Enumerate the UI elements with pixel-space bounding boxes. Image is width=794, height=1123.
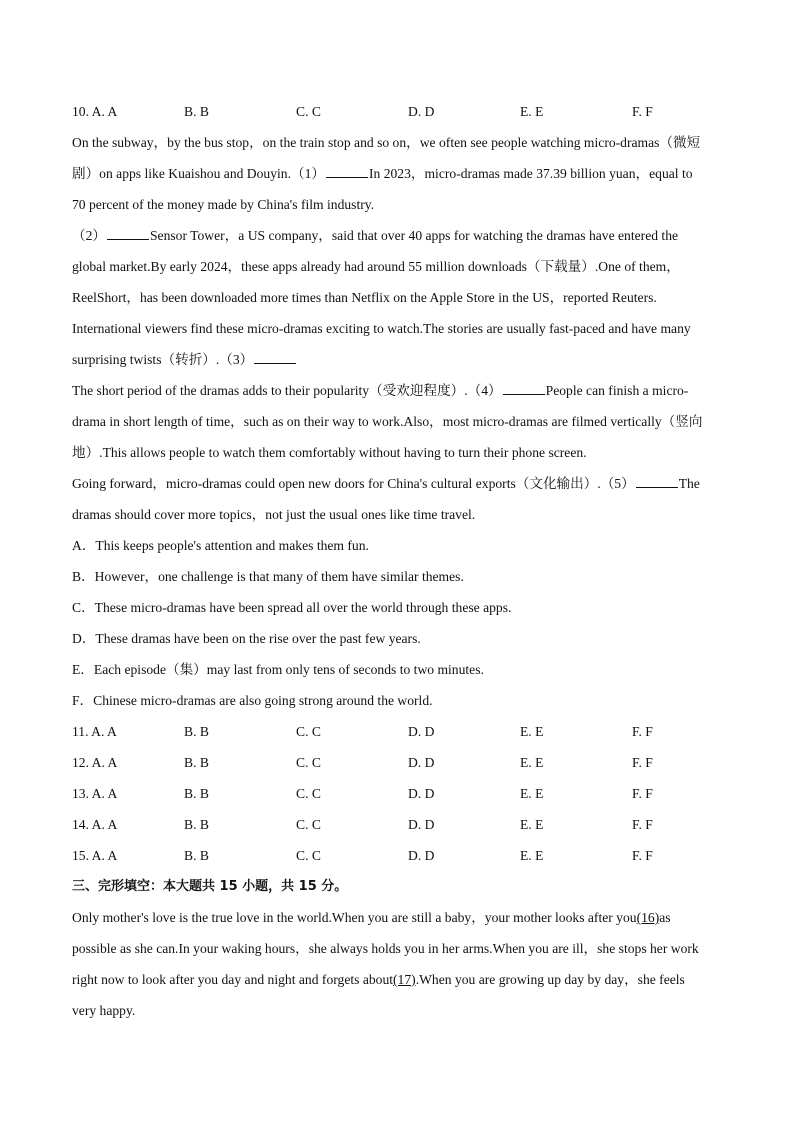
option-a[interactable]: 14. A. A (72, 817, 118, 832)
option-b[interactable]: B. B (184, 724, 209, 739)
option-d[interactable]: D. D (408, 104, 435, 119)
option-e[interactable]: E. E (520, 817, 544, 832)
passage-line: Going forward，micro-dramas could open new doors for China's cultural exports（文化输出）.（5） The (72, 468, 724, 499)
passage-line: ReelShort，has been downloaded more times than Netflix on the Apple Store in the US，reported Reuters. (72, 290, 657, 305)
section-heading: 三、完形填空：本大题共 15 小题，共 15 分。 (72, 879, 348, 894)
blank-3 (254, 346, 296, 364)
option-d[interactable]: D. D (408, 786, 435, 801)
option-b[interactable]: B. B (184, 755, 209, 770)
option-text-f: F．Chinese micro-dramas are also going strong around the world. (72, 693, 433, 708)
blank-17: (17) (393, 972, 416, 987)
option-a[interactable]: 15. A. A (72, 848, 118, 863)
option-c[interactable]: C. C (296, 104, 321, 119)
option-f[interactable]: F. F (632, 848, 653, 863)
passage-line: drama in short length of time，such as on their way to work.Also，most micro-dramas are filmed vertically（竖向 (72, 414, 703, 429)
option-f[interactable]: F. F (632, 786, 653, 801)
option-b[interactable]: B. B (184, 786, 209, 801)
option-b[interactable]: B. B (184, 817, 209, 832)
option-b[interactable]: B. B (184, 104, 209, 119)
option-a[interactable]: 12. A. A (72, 755, 118, 770)
answer-row-15 (72, 840, 724, 871)
answer-row-10 (72, 96, 724, 127)
blank-16: (16) (636, 910, 660, 925)
option-a[interactable]: 11. A. A (72, 724, 117, 739)
option-f[interactable]: F. F (632, 755, 653, 770)
option-text-a: A．This keeps people's attention and makes them fun. (72, 538, 369, 553)
answer-row-11 (72, 716, 724, 747)
option-d[interactable]: D. D (408, 817, 435, 832)
blank-2 (107, 222, 149, 240)
option-text-b: B．However，one challenge is that many of them have similar themes. (72, 569, 464, 584)
option-a[interactable]: 10. A. A (72, 104, 118, 119)
answer-row-13 (72, 778, 724, 809)
cloze-line: right now to look after you day and night and forgets about(17).When you are growing up day by day，she feels (72, 972, 685, 987)
option-a[interactable]: 13. A. A (72, 786, 118, 801)
option-e[interactable]: E. E (520, 104, 544, 119)
option-c[interactable]: C. C (296, 755, 321, 770)
passage-line: 地）.This allows people to watch them comfortably without having to turn their phone screen. (72, 445, 587, 460)
option-e[interactable]: E. E (520, 724, 544, 739)
option-d[interactable]: D. D (408, 755, 435, 770)
cloze-line: Only mother's love is the true love in the world.When you are still a baby，your mother looks after you(16)as (72, 910, 671, 925)
passage-line: surprising twists（转折）.（3） (72, 344, 724, 375)
option-e[interactable]: E. E (520, 848, 544, 863)
passage-line: International viewers find these micro-dramas exciting to watch.The stories are usually fast-paced and have many (72, 321, 691, 336)
blank-1 (326, 160, 368, 178)
option-c[interactable]: C. C (296, 724, 321, 739)
option-text-c: C．These micro-dramas have been spread all over the world through these apps. (72, 600, 512, 615)
option-c[interactable]: C. C (296, 817, 321, 832)
passage-line: 70 percent of the money made by China's film industry. (72, 197, 375, 212)
option-text-e: E．Each episode（集）may last from only tens of seconds to two minutes. (72, 662, 484, 677)
passage-line: 剧）on apps like Kuaishou and Douyin.（1） In 2023，micro-dramas made 37.39 billion yuan，equal to (72, 158, 724, 189)
option-e[interactable]: E. E (520, 786, 544, 801)
option-f[interactable]: F. F (632, 104, 653, 119)
passage-line: The short period of the dramas adds to their popularity（受欢迎程度）.（4） People can finish a micro- (72, 375, 724, 406)
option-f[interactable]: F. F (632, 724, 653, 739)
answer-row-12 (72, 747, 724, 778)
passage-line: dramas should cover more topics，not just the usual ones like time travel. (72, 507, 476, 522)
cloze-line: very happy. (72, 1003, 136, 1018)
document-page (72, 96, 724, 1026)
blank-4 (503, 377, 545, 395)
option-d[interactable]: D. D (408, 724, 435, 739)
option-c[interactable]: C. C (296, 786, 321, 801)
answer-row-14 (72, 809, 724, 840)
option-f[interactable]: F. F (632, 817, 653, 832)
passage-line: On the subway，by the bus stop，on the train stop and so on，we often see people watching micro-dramas（微短 (72, 135, 701, 150)
passage-line: （2） Sensor Tower，a US company，said that over 40 apps for watching the dramas have entered the (72, 220, 724, 251)
option-d[interactable]: D. D (408, 848, 435, 863)
cloze-line: possible as she can.In your waking hours，she always holds you in her arms.When you are ill，she stops her work (72, 941, 699, 956)
option-b[interactable]: B. B (184, 848, 209, 863)
option-c[interactable]: C. C (296, 848, 321, 863)
option-text-d: D．These dramas have been on the rise over the past few years. (72, 631, 421, 646)
option-e[interactable]: E. E (520, 755, 544, 770)
blank-5 (636, 470, 678, 488)
passage-line: global market.By early 2024，these apps already had around 55 million downloads（下载量）.One of them， (72, 259, 680, 274)
